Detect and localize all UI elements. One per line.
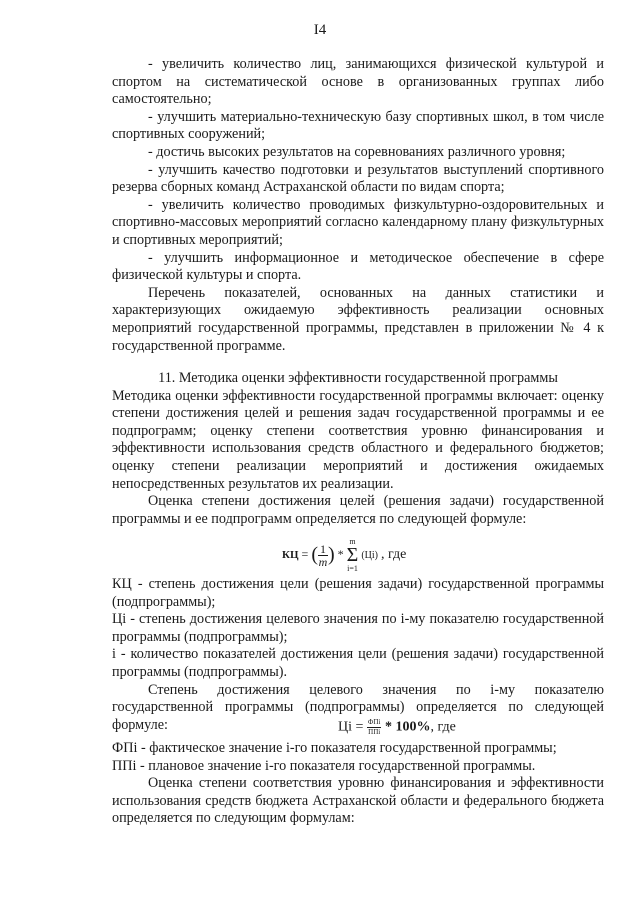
section-title: 11. Методика оценки эффективности государственной программы: [158, 370, 558, 386]
formula-tail: , где: [430, 719, 456, 735]
formula-rest: * 100%: [384, 719, 431, 735]
definition-kc: КЦ - степень достижения цели (решения задачи) государственной программы (подпрограммы);: [112, 576, 604, 610]
formula-tail: , где: [380, 546, 407, 562]
formula-lhs: Цi =: [338, 719, 364, 735]
formula-paren: ): [328, 543, 335, 566]
fraction-num: ФПi: [367, 718, 381, 726]
formula-fraction: [318, 543, 328, 568]
indicators-paragraph: Перечень показателей, основанных на данных статистики и характеризующих ожидаемую эффективность реализации основных мероприятий государственной программы, представлен в приложении № 4 к государственной программе.: [112, 284, 604, 354]
method-paragraph: Методика оценки эффективности государственной программы включает: оценку степени достижения целей и решения задач государственной программы и ее подпрограмм; оценку степени соответствия уровню финансирования и эффективности использования средств областного и федерального бюджетов; оценку степени реализации мероприятий и достижения ожидаемых непосредственных результатов их реализации.: [112, 387, 604, 492]
page-number: I4: [313, 22, 327, 38]
list-item: - улучшить материально-техническую базу спортивных школ, в том числе спортивных сооружений;: [112, 108, 604, 143]
list-item: - улучшить информационное и методическое обеспечение в сфере физической культуры и спорта.: [112, 249, 604, 284]
list-item: - достичь высоких результатов на соревнованиях различного уровня;: [148, 143, 566, 160]
definition-fp: ФПi - фактическое значение i-го показателя государственной программы;: [112, 740, 557, 756]
fraction-num: 1: [320, 541, 326, 556]
list-item: - увеличить количество лиц, занимающихся физической культурой и спортом на систематической основе в организованных группах либо самостоятельно;: [112, 56, 604, 108]
definitions-2: [112, 740, 604, 828]
list-item: - улучшить качество подготовки и результатов выступлений спортивного резерва сборных команд Астраханской области по видам спорта;: [112, 161, 604, 196]
goals-list: [112, 56, 604, 355]
sum-sign: [347, 537, 359, 573]
formula-eq: =: [301, 546, 309, 561]
sum-bottom: i=1: [347, 564, 358, 573]
formula-term: (Цi): [361, 549, 378, 561]
formula-kc: [282, 537, 406, 573]
finance-paragraph: Оценка степени соответствия уровню финансирования и эффективности использования средств бюджета Астраханской области и федерального бюджета определяется по следующим формулам:: [112, 775, 604, 827]
methodology-section: [112, 370, 604, 528]
formula-paren: (: [311, 543, 318, 566]
formula-mult: *: [337, 546, 344, 561]
degree-paragraph: Степень достижения целевого значения по i-му показателю государственной программы (подпрограммы) определяется по следующей формуле:: [112, 681, 604, 733]
fraction-den: ППi: [368, 728, 381, 736]
definitions-1: [112, 576, 604, 734]
definition-pp: ППi - плановое значение i-го показателя государственной программы.: [112, 757, 536, 774]
formula-fraction: [367, 718, 382, 737]
definition-i: i - количество показателей достижения цели (решения задачи) государственной программы (подпрограммы).: [112, 646, 604, 680]
formula-ci: [338, 718, 456, 737]
definition-ci: Цi - степень достижения целевого значения по i-му показателю государственной программы (подпрограммы);: [112, 611, 604, 645]
sum-sigma: Σ: [346, 544, 359, 566]
formula-lhs: КЦ: [282, 548, 299, 561]
goal-paragraph: Оценка степени достижения целей (решения задачи) государственной программы и ее подпрограмм определяется по следующей формуле:: [112, 493, 604, 527]
sum-top: m: [349, 537, 356, 546]
list-item: - увеличить количество проводимых физкультурно-оздоровительных и спортивно-массовых мероприятий согласно календарному плану физкультурных и спортивных мероприятий;: [112, 196, 604, 248]
fraction-den: m: [318, 554, 328, 569]
